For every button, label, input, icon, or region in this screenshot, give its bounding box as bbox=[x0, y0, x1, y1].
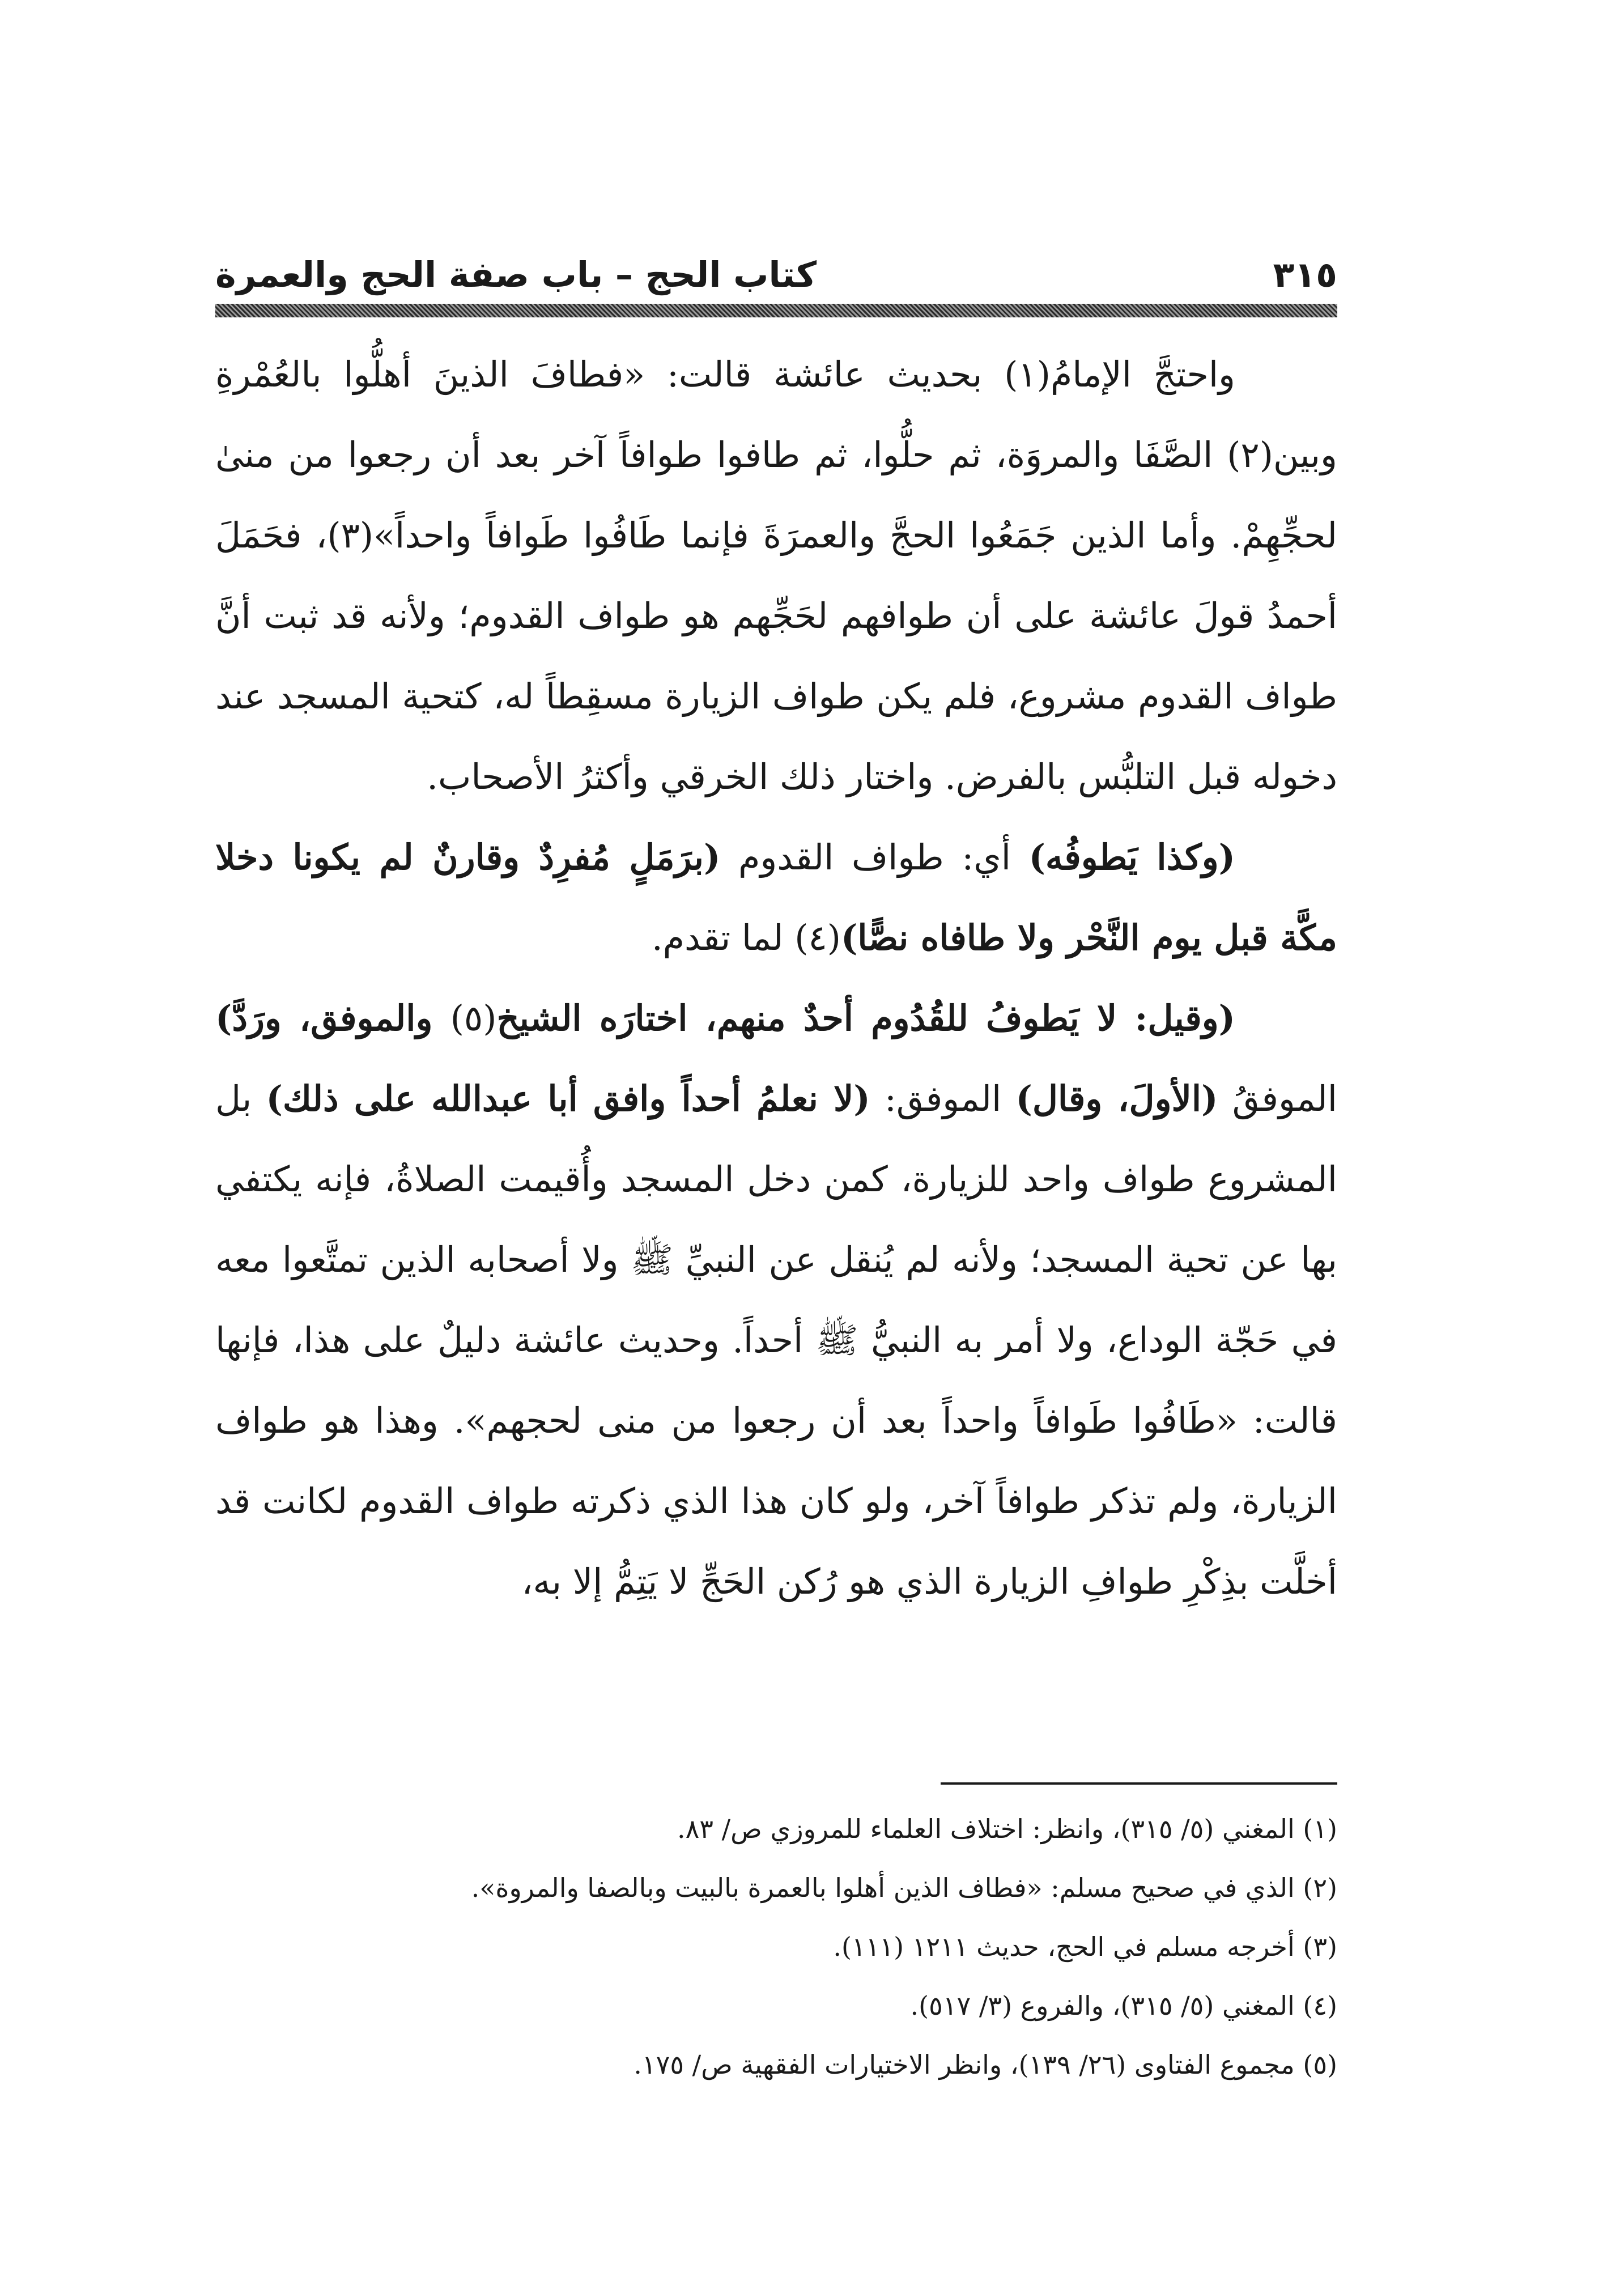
paragraph-2 bbox=[215, 817, 1337, 978]
footnote-5: (٥) مجموع الفتاوى (٢٦/ ١٣٩)، وانظر الاختيارات الفقهية ص/ ١٧٥. bbox=[634, 2049, 1337, 2080]
footnote-ref: (٥) bbox=[450, 997, 497, 1039]
matn-text: (وقيل: لا يَطوفُ للقُدُوم أحدٌ منهم، اختارَه الشيخ bbox=[496, 997, 1236, 1039]
footnote-1: (١) المغني (٥/ ٣١٥)، وانظر: اختلاف العلماء للمروزي ص/ ٨٣. bbox=[677, 1814, 1337, 1844]
commentary-text: الموفقُ bbox=[1218, 1078, 1338, 1119]
matn-text: والموفق، ورَدَّ) bbox=[215, 997, 450, 1039]
commentary-text: بل المشروع طواف واحد للزيارة، كمن دخل المسجد وأُقيمت الصلاةُ، فإنه يكتفي بها عن تحية المسجد؛ ولأنه لم يُنقل عن النبيِّ ﷺ ولا أصحابه الذين تمتَّعوا معه في حَجّة الوداع، ولا أمر به النبيُّ ﷺ أحداً. وحديث عائشة دليلٌ على هذا، فإنها قالت: «طَافُوا طَوافاً واحداً بعد أن رجعوا من منى لحجهم». وهذا هو طواف الزيارة، ولم تذكر طوافاً آخر، ولو كان هذا الذي ذكرته طواف القدوم لكانت قد أخلَّت بذِكْرِ طوافِ الزيارة الذي هو رُكن الحَجِّ لا يَتِمُّ إلا به، bbox=[215, 1078, 1337, 1602]
footnote-4: (٤) المغني (٥/ ٣١٥)، والفروع (٣/ ٥١٧). bbox=[910, 1990, 1337, 2021]
header-divider bbox=[215, 304, 1337, 317]
matn-text: (وكذا يَطوفُه) bbox=[1028, 836, 1235, 878]
footnotes bbox=[215, 1799, 1337, 2094]
chapter-title: كتاب الحج – باب صفة الحج والعمرة bbox=[215, 254, 817, 295]
matn-text: (برَمَلٍ مُفرِدٌ وقارنٌ لم يكونا دخلا مكَّة قبل يوم النَّحْر ولا طافاه نصًّا) bbox=[215, 836, 1337, 958]
paragraph-1 bbox=[215, 334, 1337, 817]
commentary-text: (٤) لما تقدم. bbox=[651, 917, 841, 958]
paragraph-text: واحتجَّ الإمامُ(١) بحديث عائشة قالت: «فطافَ الذينَ أهلُّوا بالعُمْرةِ وبين(٢) الصَّفَا والمروَة، ثم حلُّوا، ثم طافوا طوافاً آخر بعد أن رجعوا من منىٰ لحجِّهِمْ. وأما الذين جَمَعُوا الحجَّ والعمرَةَ فإنما طَافُوا طَوافاً واحداً»(٣)، فحَمَلَ أحمدُ قولَ عائشة على أن طوافهم لحَجِّهم هو طواف القدوم؛ ولأنه قد ثبت أنَّ طواف القدوم مشروع، فلم يكن طواف الزيارة مسقِطاً له، كتحية المسجد عند دخوله قبل التلبُّس بالفرض. واختار ذلك الخرقي وأكثرُ الأصحاب. bbox=[215, 354, 1337, 797]
main-text bbox=[215, 334, 1337, 1622]
matn-text: (لا نعلمُ أحداً وافق أبا عبدالله على ذلك) bbox=[266, 1078, 870, 1119]
footnote-divider bbox=[941, 1782, 1337, 1785]
commentary-text: أي: طواف القدوم bbox=[720, 836, 1029, 878]
paragraph-3 bbox=[215, 978, 1337, 1622]
matn-text: (الأولَ، وقال) bbox=[1015, 1078, 1218, 1119]
footnote-3: (٣) أخرجه مسلم في الحج، حديث ١٢١١ (١١١). bbox=[833, 1931, 1337, 1962]
running-header bbox=[215, 249, 1337, 300]
page-number: ٣١٥ bbox=[1273, 254, 1337, 295]
commentary-text: الموفق: bbox=[870, 1078, 1016, 1119]
footnote-2: (٢) الذي في صحيح مسلم: «فطاف الذين أهلوا بالعمرة بالبيت وبالصفا والمروة». bbox=[471, 1872, 1337, 1903]
